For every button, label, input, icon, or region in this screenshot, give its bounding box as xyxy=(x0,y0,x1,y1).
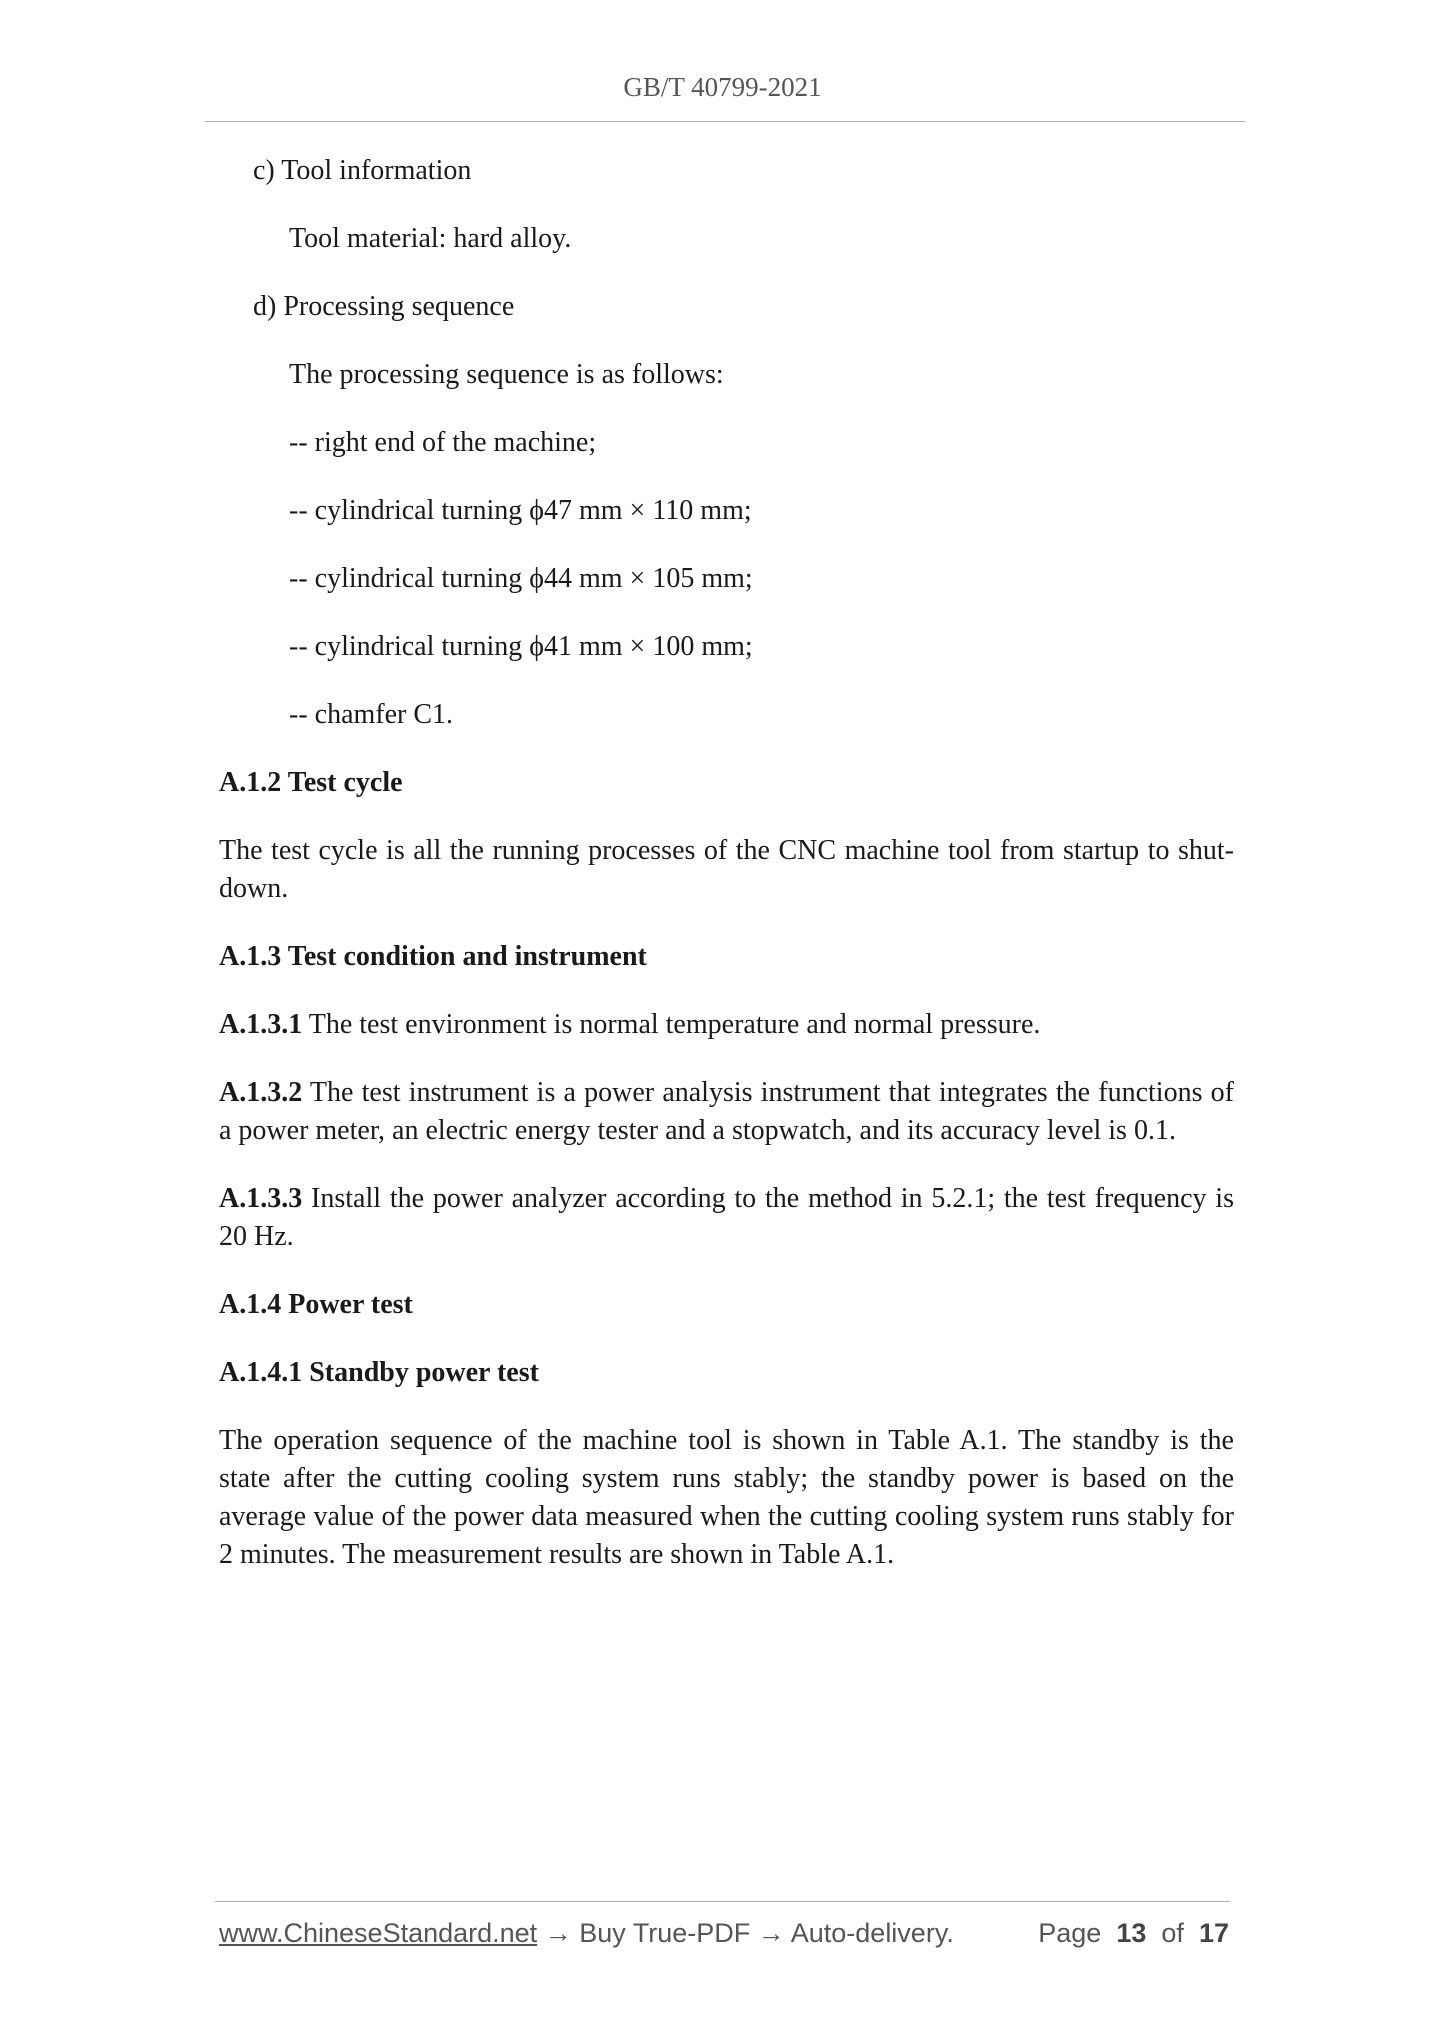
d-heading: d) Processing sequence xyxy=(253,291,515,322)
page-of: of xyxy=(1161,1918,1184,1948)
website-link[interactable]: www.ChineseStandard.net xyxy=(219,1918,538,1948)
section-a131 xyxy=(219,1006,1234,1044)
header-divider xyxy=(205,121,1245,122)
page-total: 17 xyxy=(1198,1918,1229,1948)
section-a141-text: The operation sequence of the machine tool is shown in Table A.1. The standby is the state after the cutting cooling system runs stably; the standby power is based on the average value of the power data measured when the cutting cooling system runs stably for 2 minutes. The measurement results are shown in Table A.1. xyxy=(219,1425,1234,1570)
section-a133-number: A.1.3.3 xyxy=(219,1183,303,1214)
sequence-item: -- cylindrical turning ϕ41 mm × 100 mm; xyxy=(289,631,753,662)
footer-promo xyxy=(219,1918,954,1949)
section-a13-heading: A.1.3 Test condition and instrument xyxy=(219,941,647,972)
section-a12-text: The test cycle is all the running processes of the CNC machine tool from startup to shut-down. xyxy=(219,835,1234,904)
c-heading: c) Tool information xyxy=(253,155,472,186)
section-a12-heading: A.1.2 Test cycle xyxy=(219,767,403,798)
section-a131-text: The test environment is normal temperature and normal pressure. xyxy=(308,1009,1041,1040)
section-a132 xyxy=(219,1074,1234,1150)
c-text: Tool material: hard alloy. xyxy=(289,223,572,254)
sequence-item: -- cylindrical turning ϕ47 mm × 110 mm; xyxy=(289,495,752,526)
section-a14-heading: A.1.4 Power test xyxy=(219,1289,413,1320)
page-number xyxy=(1038,1918,1229,1949)
d-intro: The processing sequence is as follows: xyxy=(289,359,724,390)
footer-divider xyxy=(215,1901,1230,1902)
sequence-item: -- chamfer C1. xyxy=(289,699,454,730)
page-current: 13 xyxy=(1116,1918,1147,1948)
page-label: Page xyxy=(1038,1918,1102,1948)
footer-tagline: → Buy True-PDF → Auto-delivery. xyxy=(537,1918,954,1948)
section-a131-number: A.1.3.1 xyxy=(219,1009,303,1040)
section-a132-number: A.1.3.2 xyxy=(219,1077,303,1108)
header-standard-number: GB/T 40799-2021 xyxy=(623,72,822,102)
section-a133 xyxy=(219,1180,1234,1256)
sequence-item: -- right end of the machine; xyxy=(289,427,597,458)
section-a133-text: Install the power analyzer according to the method in 5.2.1; the test frequency is 20 Hz. xyxy=(219,1183,1234,1252)
sequence-item: -- cylindrical turning ϕ44 mm × 105 mm; xyxy=(289,563,753,594)
section-a141-heading: A.1.4.1 Standby power test xyxy=(219,1357,539,1388)
section-a132-text: The test instrument is a power analysis instrument that integrates the functions of a power meter, an electric energy tester and a stopwatch, and its accuracy level is 0.1. xyxy=(219,1077,1234,1146)
